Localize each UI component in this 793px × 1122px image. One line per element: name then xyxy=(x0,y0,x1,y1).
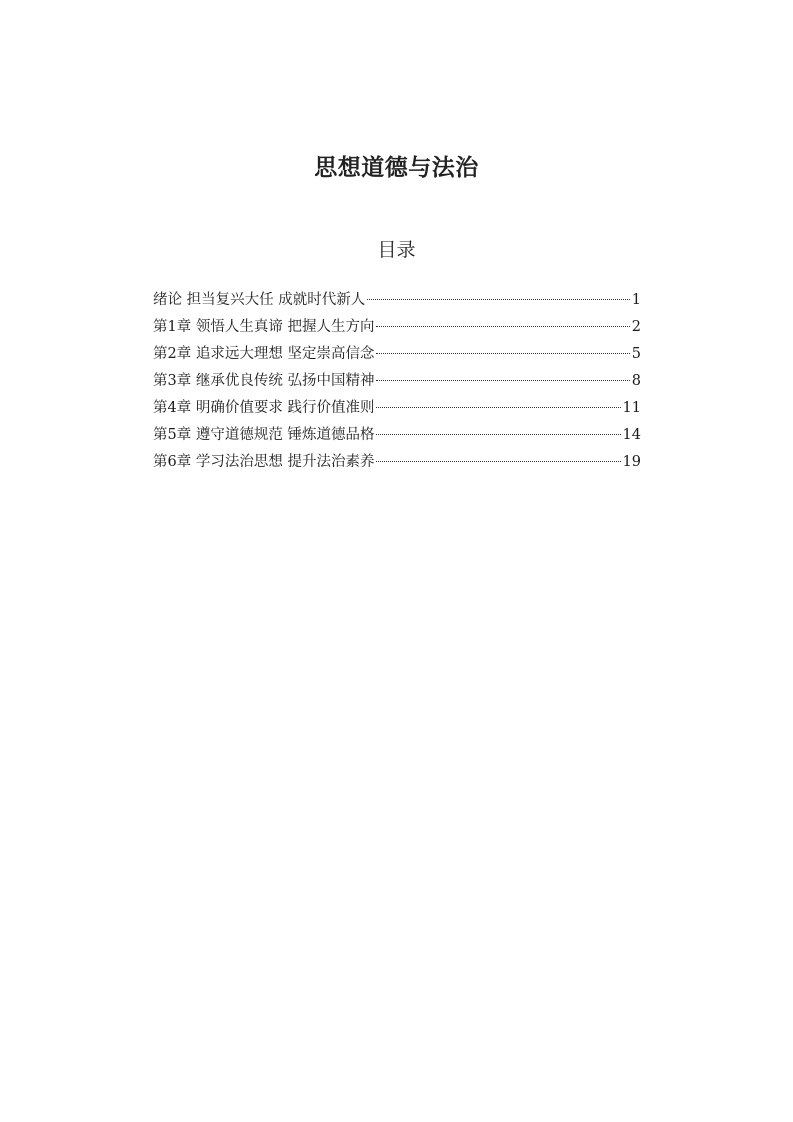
toc-page-number: 2 xyxy=(631,319,641,335)
toc-entry-chapter-2[interactable] xyxy=(153,341,641,368)
toc-entry-label: 第4章 明确价值要求 践行价值准则 xyxy=(153,400,375,416)
toc-page-number: 5 xyxy=(631,346,641,362)
toc-page-number: 8 xyxy=(631,373,641,389)
toc-entry-chapter-1[interactable] xyxy=(153,314,641,341)
dot-leader xyxy=(376,326,629,327)
toc-entry-chapter-3[interactable] xyxy=(153,368,641,395)
toc-entry-chapter-5[interactable] xyxy=(153,422,641,449)
toc-page-number: 14 xyxy=(622,427,641,443)
toc-entry-label: 第5章 遵守道德规范 锤炼道德品格 xyxy=(153,427,375,443)
dot-leader xyxy=(376,353,629,354)
toc-entry-chapter-6[interactable] xyxy=(153,449,641,476)
dot-leader xyxy=(376,461,620,462)
toc-entry-label: 第1章 领悟人生真谛 把握人生方向 xyxy=(153,319,375,335)
document-title: 思想道德与法治 xyxy=(314,155,479,181)
dot-leader xyxy=(376,407,620,408)
toc-entry-chapter-4[interactable] xyxy=(153,395,641,422)
table-of-contents xyxy=(153,287,641,476)
toc-entry-label: 第2章 追求远大理想 坚定崇高信念 xyxy=(153,346,375,362)
toc-page-number: 19 xyxy=(622,454,641,470)
toc-heading: 目录 xyxy=(377,239,416,261)
toc-page-number: 1 xyxy=(631,292,641,308)
toc-page-number: 11 xyxy=(622,400,641,416)
toc-entry-label: 第3章 继承优良传统 弘扬中国精神 xyxy=(153,373,375,389)
dot-leader xyxy=(376,380,629,381)
toc-entry-label: 第6章 学习法治思想 提升法治素养 xyxy=(153,454,375,470)
dot-leader xyxy=(367,299,630,300)
toc-entry-intro[interactable] xyxy=(153,287,641,314)
toc-entry-label: 绪论 担当复兴大任 成就时代新人 xyxy=(153,292,366,308)
dot-leader xyxy=(376,434,620,435)
